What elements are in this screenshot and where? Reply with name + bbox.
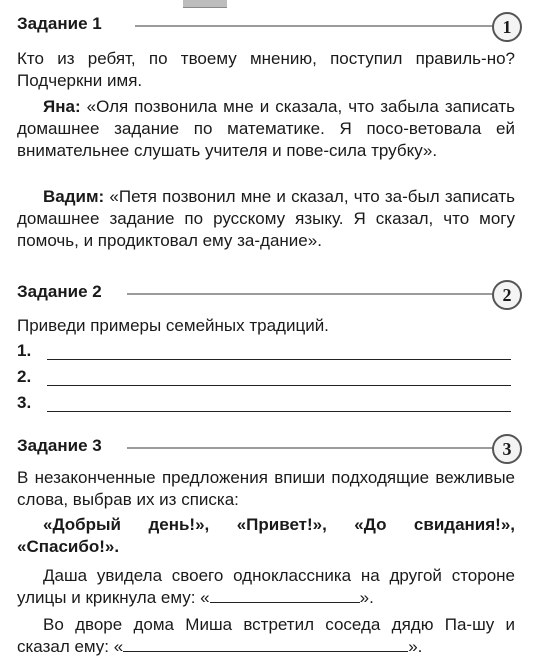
task3-number-badge: 3 bbox=[492, 434, 522, 464]
task1-number-badge: 1 bbox=[492, 12, 522, 42]
story-yana-text: «Оля позвонила мне и сказала, что забыла записать домашнее задание по математике. Я посо-ветовала ей внимательнее слушать учителя и пове-сила трубку». bbox=[17, 97, 515, 160]
task1-story-vadim bbox=[17, 186, 515, 252]
page-top-tab bbox=[183, 0, 227, 8]
task2-divider bbox=[127, 293, 493, 295]
sentence1-blank[interactable] bbox=[210, 588, 360, 603]
task1-label: Задание 1 bbox=[17, 14, 102, 33]
speaker-yana[interactable]: Яна: bbox=[43, 97, 81, 116]
answer-line-2[interactable] bbox=[17, 367, 515, 391]
task3-word-list: «Добрый день!», «Привет!», «До свидания!», «Спасибо!». bbox=[17, 515, 515, 556]
task3-sentence-1 bbox=[17, 565, 515, 609]
task3-header bbox=[17, 434, 522, 462]
task1-story-yana bbox=[17, 96, 515, 162]
answer-rule[interactable] bbox=[47, 411, 511, 412]
sentence1-end: ». bbox=[359, 588, 374, 607]
answer-line-3[interactable] bbox=[17, 393, 515, 417]
task3-label: Задание 3 bbox=[17, 436, 102, 455]
task2-number-badge: 2 bbox=[492, 280, 522, 310]
task1-header bbox=[17, 12, 522, 40]
task3-question: В незаконченные предложения впиши подходящие вежливые слова, выбрав их из списка: bbox=[17, 468, 515, 509]
answer-rule[interactable] bbox=[47, 359, 511, 360]
story-vadim-text: «Петя позвонил мне и сказал, что за-был записать домашнее задание по русскому языку. Я сказал, что могу помочь, и продиктовал ему за-дание». bbox=[17, 187, 515, 250]
sentence1-text: Даша увидела своего одноклассника на другой стороне улицы и крикнула ему: « bbox=[17, 566, 515, 607]
sentence2-text: Во дворе дома Миша встретил соседа дядю Па-шу и сказал ему: « bbox=[17, 615, 515, 656]
task2-label: Задание 2 bbox=[17, 282, 102, 301]
answer-number: 2. bbox=[17, 367, 32, 386]
task3-sentence-2 bbox=[17, 614, 515, 658]
sentence2-blank[interactable] bbox=[123, 637, 408, 652]
task2-header bbox=[17, 280, 522, 308]
task1-divider bbox=[135, 25, 493, 27]
answer-number: 3. bbox=[17, 393, 32, 412]
task3-divider bbox=[127, 447, 493, 449]
answer-rule[interactable] bbox=[47, 385, 511, 386]
speaker-vadim[interactable]: Вадим: bbox=[43, 187, 105, 206]
answer-line-1[interactable] bbox=[17, 341, 515, 365]
sentence2-end: ». bbox=[408, 637, 423, 656]
answer-number: 1. bbox=[17, 341, 32, 360]
task2-question: Приведи примеры семейных традиций. bbox=[17, 316, 329, 335]
task1-question: Кто из ребят, по твоему мнению, поступил правиль-но? Подчеркни имя. bbox=[17, 49, 515, 90]
